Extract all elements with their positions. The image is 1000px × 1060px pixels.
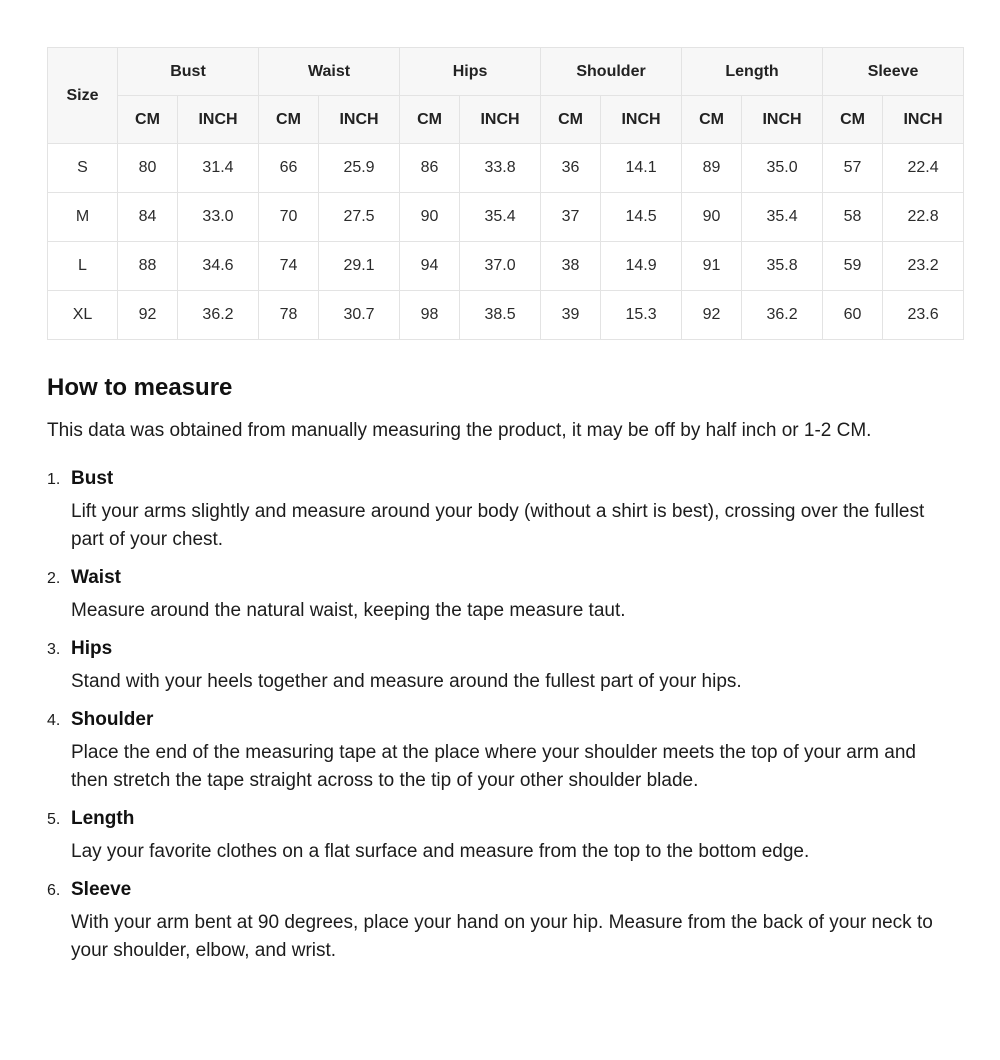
table-row-size-l [48, 242, 964, 291]
cell-value: 70 [259, 193, 319, 242]
cell-value: 36.2 [178, 291, 259, 340]
cell-value: 59 [823, 242, 883, 291]
cell-value: 39 [541, 291, 601, 340]
unit-header-waist-cm: CM [259, 96, 319, 144]
column-header-length: Length [682, 48, 823, 96]
cell-value: 31.4 [178, 144, 259, 193]
step-description: Measure around the natural waist, keeping the tape measure taut. [71, 600, 626, 621]
measure-step-waist [47, 567, 953, 625]
unit-header-hips-inch: INCH [460, 96, 541, 144]
cell-value: 38.5 [460, 291, 541, 340]
cell-value: 15.3 [601, 291, 682, 340]
step-number: 3. [47, 641, 61, 658]
cell-value: 36 [541, 144, 601, 193]
cell-value: 14.5 [601, 193, 682, 242]
cell-value: 92 [682, 291, 742, 340]
cell-value: 27.5 [319, 193, 400, 242]
step-title: Waist [71, 567, 121, 588]
cell-value: 29.1 [319, 242, 400, 291]
step-description: Lay your favorite clothes on a flat surface and measure from the top to the bottom edge. [71, 841, 810, 862]
cell-value: 89 [682, 144, 742, 193]
measure-step-hips [47, 638, 953, 696]
step-description: With your arm bent at 90 degrees, place your hand on your hip. Measure from the back of your neck to your shoulder, elbow, and wrist. [71, 912, 933, 961]
cell-value: 37.0 [460, 242, 541, 291]
measure-step-shoulder [47, 709, 953, 795]
cell-value: 30.7 [319, 291, 400, 340]
step-description: Stand with your heels together and measure around the fullest part of your hips. [71, 671, 742, 692]
cell-value: 33.8 [460, 144, 541, 193]
table-header-group-row [48, 48, 964, 96]
column-header-hips: Hips [400, 48, 541, 96]
measure-disclaimer-text: This data was obtained from manually measuring the product, it may be off by half inch or 1-2 CM. [47, 420, 872, 441]
step-title: Bust [71, 468, 114, 489]
column-header-sleeve: Sleeve [823, 48, 964, 96]
unit-header-bust-inch: INCH [178, 96, 259, 144]
cell-value: 80 [118, 144, 178, 193]
column-header-shoulder: Shoulder [541, 48, 682, 96]
cell-value: 88 [118, 242, 178, 291]
cell-value: 78 [259, 291, 319, 340]
unit-header-bust-cm: CM [118, 96, 178, 144]
cell-value: 66 [259, 144, 319, 193]
step-number: 6. [47, 882, 61, 899]
cell-value: 58 [823, 193, 883, 242]
table-row-size-m [48, 193, 964, 242]
unit-header-sleeve-cm: CM [823, 96, 883, 144]
cell-value: 14.9 [601, 242, 682, 291]
step-number: 1. [47, 471, 61, 488]
cell-value: 22.8 [883, 193, 964, 242]
column-header-size: Size [48, 48, 118, 144]
cell-value: 57 [823, 144, 883, 193]
table-row-size-xl [48, 291, 964, 340]
cell-value: 36.2 [742, 291, 823, 340]
cell-value: 74 [259, 242, 319, 291]
step-description: Lift your arms slightly and measure around your body (without a shirt is best), crossing over the fullest part of your chest. [71, 501, 925, 550]
cell-value: 25.9 [319, 144, 400, 193]
column-header-bust: Bust [118, 48, 259, 96]
cell-value: 33.0 [178, 193, 259, 242]
cell-value: 90 [682, 193, 742, 242]
measure-step-length [47, 808, 953, 866]
cell-value: 23.6 [883, 291, 964, 340]
cell-value: 94 [400, 242, 460, 291]
cell-value: 37 [541, 193, 601, 242]
size-label: L [48, 242, 118, 291]
cell-value: 34.6 [178, 242, 259, 291]
cell-value: 35.0 [742, 144, 823, 193]
step-number: 4. [47, 712, 61, 729]
step-number: 5. [47, 811, 61, 828]
cell-value: 35.4 [460, 193, 541, 242]
unit-header-sleeve-inch: INCH [883, 96, 964, 144]
cell-value: 86 [400, 144, 460, 193]
measure-steps-list [47, 468, 953, 965]
cell-value: 35.4 [742, 193, 823, 242]
unit-header-shoulder-cm: CM [541, 96, 601, 144]
step-title: Length [71, 808, 135, 829]
table-header-unit-row [48, 96, 964, 144]
cell-value: 14.1 [601, 144, 682, 193]
size-label: S [48, 144, 118, 193]
table-row-size-s [48, 144, 964, 193]
measure-step-sleeve [47, 879, 953, 965]
cell-value: 22.4 [883, 144, 964, 193]
step-title: Hips [71, 638, 113, 659]
unit-header-hips-cm: CM [400, 96, 460, 144]
cell-value: 35.8 [742, 242, 823, 291]
size-chart-table [47, 47, 964, 340]
size-label: M [48, 193, 118, 242]
cell-value: 84 [118, 193, 178, 242]
unit-header-length-inch: INCH [742, 96, 823, 144]
cell-value: 60 [823, 291, 883, 340]
cell-value: 98 [400, 291, 460, 340]
size-label: XL [48, 291, 118, 340]
cell-value: 90 [400, 193, 460, 242]
cell-value: 23.2 [883, 242, 964, 291]
step-title: Shoulder [71, 709, 154, 730]
cell-value: 38 [541, 242, 601, 291]
step-number: 2. [47, 570, 61, 587]
measure-step-bust [47, 468, 953, 554]
column-header-waist: Waist [259, 48, 400, 96]
cell-value: 91 [682, 242, 742, 291]
step-description: Place the end of the measuring tape at the place where your shoulder meets the top of your arm and then stretch the tape straight across to the tip of your other shoulder blade. [71, 742, 916, 791]
unit-header-length-cm: CM [682, 96, 742, 144]
cell-value: 92 [118, 291, 178, 340]
step-title: Sleeve [71, 879, 132, 900]
unit-header-waist-inch: INCH [319, 96, 400, 144]
how-to-measure-heading: How to measure [47, 374, 233, 401]
unit-header-shoulder-inch: INCH [601, 96, 682, 144]
